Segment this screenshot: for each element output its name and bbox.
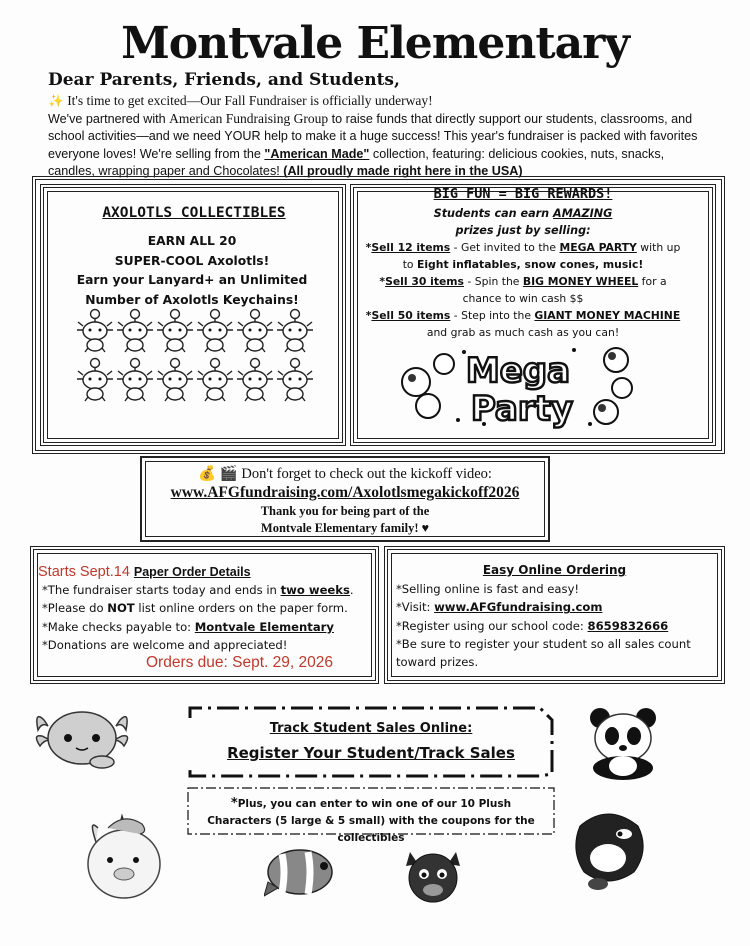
reward-item: *Sell 50 items - Step into the GIANT MONEY MACHINE and grab as much cash as you can! xyxy=(365,309,681,339)
list-item: *Be sure to register your student so all sales count toward prizes. xyxy=(396,636,691,670)
mega-party-logo xyxy=(394,344,640,430)
unicorn-plush-image xyxy=(78,808,170,904)
rewards-list xyxy=(364,239,682,341)
axolotl-keychain-icon xyxy=(196,357,234,403)
list-item: *Selling online is fast and easy! xyxy=(396,582,580,596)
list-item: *Make checks payable to: Montvale Elementary xyxy=(42,619,334,634)
axolotls-title: AXOLOTLS COLLECTIBLES xyxy=(102,205,286,221)
orders-due: Orders due: Sept. 29, 2026 xyxy=(146,654,333,671)
plush-raffle-text: *Plus, you can enter to win one of our 10 Plush Characters (5 large & 5 small) with the coupons for the collectibles xyxy=(207,796,535,844)
paper-order-heading: Starts Sept.14 Paper Order Details xyxy=(38,564,251,580)
thanks-text: Thank you for being part of the Montvale Elementary family! ♥ xyxy=(260,504,430,535)
axolotls-description: EARN ALL 20 SUPER-COOL Axolotls! Earn your Lanyard+ an Unlimited Number of Axolotls Keychains! xyxy=(76,234,308,307)
axolotl-keychain-icon xyxy=(276,308,314,354)
list-item: *Visit: www.AFGfundraising.com xyxy=(396,600,603,615)
greeting: Dear Parents, Friends, and Students, xyxy=(48,70,400,90)
axolotl-keychain-icon xyxy=(156,357,194,403)
rewards-subtitle: Students can earn AMAZING prizes just by selling: xyxy=(433,207,613,237)
axolotl-keychain-icon xyxy=(156,308,194,354)
clownfish-plush-image xyxy=(264,842,338,900)
panda-plush-image xyxy=(586,704,660,780)
intro-text xyxy=(48,92,708,180)
axolotl-keychain-icon xyxy=(76,357,114,403)
fundraising-link[interactable]: www.AFGfundraising.com xyxy=(434,600,603,615)
mega-word: Mega xyxy=(465,351,571,391)
kickoff-text: 💰 🎬 Don't forget to check out the kickoff video: xyxy=(198,466,492,482)
intro-paragraph: We've partnered with American Fundraising Group to raise funds that directly support our students, classrooms, and school activities—and we need YOUR help to make it a huge success! This year's fundraiser is packed with favorites everyone loves! We're selling from the "American Made" collection, featuring: delicious cookies, nuts, snacks, candles, wrapping paper and Chocolates! (All proudly made right here in the USA) xyxy=(48,111,698,178)
online-order-heading: Easy Online Ordering xyxy=(482,563,627,577)
list-item: *Register using our school code: 8659832666 xyxy=(396,618,669,633)
kickoff-video-link[interactable]: www.AFGfundraising.com/Axolotlsmegakickoff2026 xyxy=(170,484,520,501)
axolotl-keychain-icon xyxy=(116,357,154,403)
money-bag-icon: 💰 xyxy=(198,466,217,482)
list-item: *Please do NOT list online orders on the paper form. xyxy=(42,601,348,616)
clapper-icon: 🎬 xyxy=(219,466,238,482)
online-order-list xyxy=(396,580,718,671)
axolotl-keychain-icon xyxy=(276,357,314,403)
rewards-title: BIG FUN = BIG REWARDS! xyxy=(433,186,613,202)
axolotl-keychain-icon xyxy=(236,308,274,354)
page-title: Montvale Elementary xyxy=(121,18,629,69)
party-word: Party xyxy=(470,389,574,429)
list-item: *The fundraiser starts today and ends in two weeks. xyxy=(42,583,354,597)
orca-plush-image xyxy=(568,806,648,896)
list-item: *Donations are welcome and appreciated! xyxy=(42,637,288,652)
axolotl-keychain-icon xyxy=(196,308,234,354)
track-sales-label: Track Student Sales Online: xyxy=(269,721,473,736)
axolotl-keychains-image xyxy=(76,308,312,404)
axolotl-keychain-icon xyxy=(236,357,274,403)
dragon-plush-image xyxy=(402,842,464,906)
party-icon: ✨ xyxy=(48,94,64,108)
reward-item: *Sell 12 items - Get invited to the MEGA PARTY with up to Eight inflatables, snow cones, music! xyxy=(365,241,681,271)
heart-icon: ♥ xyxy=(421,521,430,535)
paper-order-list xyxy=(42,581,372,654)
reward-item: *Sell 30 items - Spin the BIG MONEY WHEEL for a chance to win cash $$ xyxy=(379,275,667,305)
register-student-link[interactable]: Register Your Student/Track Sales xyxy=(227,744,515,762)
intro-line1: ✨ It's time to get excited—Our Fall Fundraiser is officially underway! xyxy=(48,93,433,108)
axolotl-keychain-icon xyxy=(116,308,154,354)
track-sales-box xyxy=(186,704,556,780)
axolotl-keychain-icon xyxy=(76,308,114,354)
axolotl-plush-image xyxy=(34,700,130,772)
